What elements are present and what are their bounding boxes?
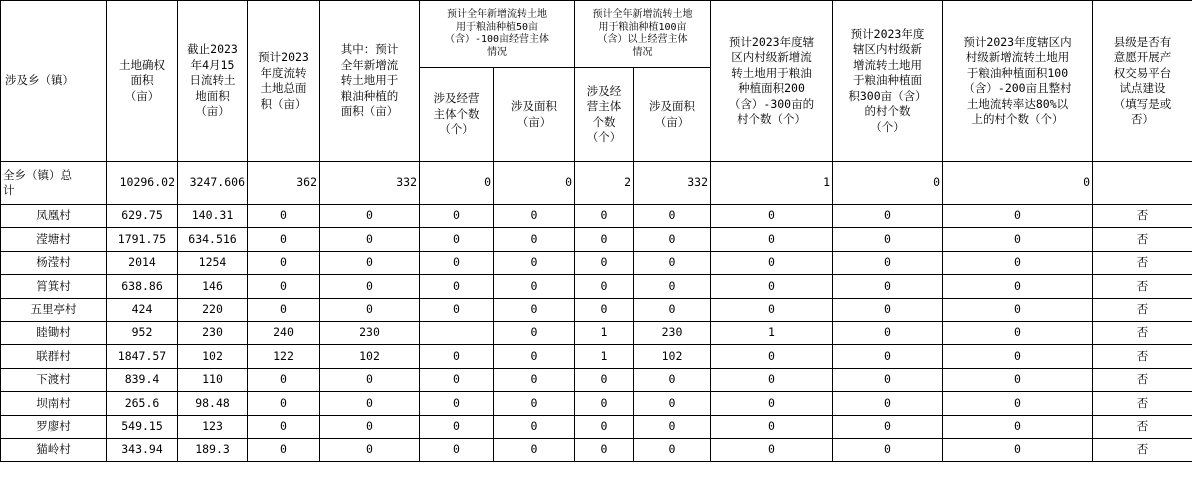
village-name-cell: 凤凰村 [1, 205, 107, 228]
total-entities-50: 0 [420, 162, 494, 205]
area-50-cell: 0 [494, 438, 575, 461]
header-area-100: 涉及面积 （亩） [634, 68, 711, 162]
villages-300-cell: 0 [833, 205, 943, 228]
land-area-cell: 638.86 [107, 275, 178, 298]
header-villages-100-200: 预计2023年度辖区内 村级新增流转土地用 于粮油种植面积100 （含）-200亩且整村 土地流转率达80%以 上的村个数（个） [943, 1, 1093, 162]
villages-200-300-cell: 0 [711, 275, 833, 298]
header-group-50-100: 预计全年新增流转土地 用于粮油种植50亩 （含）-100亩经营主体 情况 [420, 1, 575, 68]
transfer-area-cell: 98.48 [178, 392, 248, 415]
entities-100-cell: 0 [575, 251, 634, 274]
villages-200-300-cell: 0 [711, 228, 833, 251]
entities-100-cell: 1 [575, 345, 634, 368]
planned-total-cell: 0 [248, 298, 320, 321]
villages-300-cell: 0 [833, 438, 943, 461]
table-row [1, 392, 1192, 415]
entities-50-cell: 0 [420, 415, 494, 438]
header-entities-100: 涉及经 营主体 个数 （个） [575, 68, 634, 162]
area-50-cell: 0 [494, 205, 575, 228]
entities-50-cell: 0 [420, 368, 494, 391]
village-name-cell: 滢塘村 [1, 228, 107, 251]
planned-total-cell: 0 [248, 438, 320, 461]
land-area-cell: 839.4 [107, 368, 178, 391]
header-pilot: 县级是否有 意愿开展产 权交易平台 试点建设 （填写是或 否） [1093, 1, 1192, 162]
villages-100-200-cell: 0 [943, 438, 1093, 461]
transfer-area-cell: 102 [178, 345, 248, 368]
area-100-cell: 102 [634, 345, 711, 368]
villages-200-300-cell: 0 [711, 392, 833, 415]
village-name-cell: 坝南村 [1, 392, 107, 415]
villages-200-300-cell: 0 [711, 298, 833, 321]
area-50-cell: 0 [494, 228, 575, 251]
area-100-cell: 0 [634, 392, 711, 415]
header-villages-300: 预计2023年度 辖区内村级新 增流转土地用 于粮油种植面 积300亩（含） 的村个数 （个） [833, 1, 943, 162]
area-100-cell: 0 [634, 275, 711, 298]
table-row [1, 298, 1192, 321]
entities-50-cell: 0 [420, 228, 494, 251]
transfer-area-cell: 140.31 [178, 205, 248, 228]
planned-total-cell: 0 [248, 415, 320, 438]
villages-200-300-cell: 0 [711, 251, 833, 274]
village-name-cell: 猫岭村 [1, 438, 107, 461]
village-name-cell: 下渡村 [1, 368, 107, 391]
entities-50-cell: 0 [420, 298, 494, 321]
table-row [1, 321, 1192, 344]
planned-grain-cell: 0 [320, 392, 420, 415]
land-area-cell: 952 [107, 321, 178, 344]
entities-100-cell: 0 [575, 392, 634, 415]
header-township: 涉及乡（镇） [1, 1, 107, 162]
villages-100-200-cell: 0 [943, 368, 1093, 391]
entities-50-cell: 0 [420, 392, 494, 415]
transfer-area-cell: 189.3 [178, 438, 248, 461]
total-area-50: 0 [494, 162, 575, 205]
planned-total-cell: 122 [248, 345, 320, 368]
planned-grain-cell: 0 [320, 251, 420, 274]
area-50-cell: 0 [494, 415, 575, 438]
land-area-cell: 549.15 [107, 415, 178, 438]
total-entities-100: 2 [575, 162, 634, 205]
villages-200-300-cell: 1 [711, 321, 833, 344]
villages-300-cell: 0 [833, 251, 943, 274]
area-50-cell: 0 [494, 345, 575, 368]
pilot-cell: 否 [1093, 251, 1192, 274]
pilot-cell: 否 [1093, 228, 1192, 251]
planned-grain-cell: 0 [320, 275, 420, 298]
table-row [1, 228, 1192, 251]
transfer-area-cell: 146 [178, 275, 248, 298]
villages-300-cell: 0 [833, 275, 943, 298]
villages-200-300-cell: 0 [711, 415, 833, 438]
villages-300-cell: 0 [833, 228, 943, 251]
entities-100-cell: 0 [575, 368, 634, 391]
entities-100-cell: 0 [575, 275, 634, 298]
entities-100-cell: 0 [575, 205, 634, 228]
planned-grain-cell: 102 [320, 345, 420, 368]
area-100-cell: 0 [634, 368, 711, 391]
header-group-100-plus: 预计全年新增流转土地 用于粮油种植100亩 （含）以上经营主体 情况 [575, 1, 711, 68]
area-50-cell: 0 [494, 368, 575, 391]
total-villages-200-300: 1 [711, 162, 833, 205]
transfer-area-cell: 1254 [178, 251, 248, 274]
pilot-cell: 否 [1093, 205, 1192, 228]
pilot-cell: 否 [1093, 392, 1192, 415]
table-row [1, 275, 1192, 298]
villages-200-300-cell: 0 [711, 438, 833, 461]
villages-100-200-cell: 0 [943, 345, 1093, 368]
villages-100-200-cell: 0 [943, 205, 1093, 228]
land-area-cell: 1791.75 [107, 228, 178, 251]
transfer-area-cell: 230 [178, 321, 248, 344]
table-row [1, 251, 1192, 274]
total-planned-grain: 332 [320, 162, 420, 205]
villages-100-200-cell: 0 [943, 251, 1093, 274]
table-row [1, 368, 1192, 391]
planned-total-cell: 240 [248, 321, 320, 344]
header-planned-grain: 其中：预计 全年新增流 转土地用于 粮油种植的 面积（亩） [320, 1, 420, 162]
entities-100-cell: 0 [575, 298, 634, 321]
total-name: 全乡（镇）总 计 [1, 162, 107, 205]
villages-200-300-cell: 0 [711, 345, 833, 368]
area-100-cell: 0 [634, 251, 711, 274]
table-body [1, 162, 1192, 462]
header-land-area: 土地确权 面积 （亩） [107, 1, 178, 162]
villages-300-cell: 0 [833, 415, 943, 438]
land-area-cell: 265.6 [107, 392, 178, 415]
transfer-area-cell: 123 [178, 415, 248, 438]
villages-100-200-cell: 0 [943, 392, 1093, 415]
planned-total-cell: 0 [248, 275, 320, 298]
village-name-cell: 杨滢村 [1, 251, 107, 274]
entities-50-cell: 0 [420, 345, 494, 368]
table-row [1, 345, 1192, 368]
pilot-cell: 否 [1093, 415, 1192, 438]
header-villages-200-300: 预计2023年度辖 区内村级新增流 转土地用于粮油 种植面积200 （含）-300亩的 村个数（个） [711, 1, 833, 162]
village-name-cell: 联群村 [1, 345, 107, 368]
planned-total-cell: 0 [248, 251, 320, 274]
area-100-cell: 0 [634, 438, 711, 461]
area-100-cell: 0 [634, 298, 711, 321]
villages-100-200-cell: 0 [943, 275, 1093, 298]
area-100-cell: 0 [634, 228, 711, 251]
header-transfer-area: 截止2023 年4月15 日流转土 地面积 （亩） [178, 1, 248, 162]
entities-50-cell [420, 321, 494, 344]
villages-300-cell: 0 [833, 345, 943, 368]
area-50-cell: 0 [494, 275, 575, 298]
entities-50-cell: 0 [420, 438, 494, 461]
planned-grain-cell: 0 [320, 205, 420, 228]
area-50-cell: 0 [494, 251, 575, 274]
header-entities-50: 涉及经营 主体个数 （个） [420, 68, 494, 162]
area-100-cell: 230 [634, 321, 711, 344]
villages-300-cell: 0 [833, 368, 943, 391]
land-area-cell: 1847.57 [107, 345, 178, 368]
villages-100-200-cell: 0 [943, 415, 1093, 438]
pilot-cell: 否 [1093, 298, 1192, 321]
header-planned-total: 预计2023 年度流转 土地总面 积（亩） [248, 1, 320, 162]
villages-200-300-cell: 0 [711, 205, 833, 228]
planned-total-cell: 0 [248, 392, 320, 415]
total-planned-total: 362 [248, 162, 320, 205]
planned-total-cell: 0 [248, 205, 320, 228]
planned-grain-cell: 0 [320, 228, 420, 251]
pilot-cell: 否 [1093, 275, 1192, 298]
entities-100-cell: 1 [575, 321, 634, 344]
villages-300-cell: 0 [833, 321, 943, 344]
total-land-area: 10296.02 [107, 162, 178, 205]
villages-300-cell: 0 [833, 392, 943, 415]
header-area-50: 涉及面积 （亩） [494, 68, 575, 162]
villages-100-200-cell: 0 [943, 321, 1093, 344]
area-100-cell: 0 [634, 415, 711, 438]
villages-200-300-cell: 0 [711, 368, 833, 391]
planned-grain-cell: 0 [320, 368, 420, 391]
transfer-area-cell: 110 [178, 368, 248, 391]
transfer-area-cell: 634.516 [178, 228, 248, 251]
land-area-cell: 629.75 [107, 205, 178, 228]
planned-grain-cell: 0 [320, 298, 420, 321]
entities-50-cell: 0 [420, 251, 494, 274]
total-area-100: 332 [634, 162, 711, 205]
village-name-cell: 罗廖村 [1, 415, 107, 438]
table-row [1, 438, 1192, 461]
pilot-cell: 否 [1093, 368, 1192, 391]
planned-total-cell: 0 [248, 368, 320, 391]
planned-total-cell: 0 [248, 228, 320, 251]
pilot-cell: 否 [1093, 321, 1192, 344]
table-row [1, 415, 1192, 438]
planned-grain-cell: 230 [320, 321, 420, 344]
total-villages-300: 0 [833, 162, 943, 205]
villages-100-200-cell: 0 [943, 298, 1093, 321]
total-pilot [1093, 162, 1192, 205]
village-name-cell: 五里亭村 [1, 298, 107, 321]
total-row [1, 162, 1192, 205]
transfer-area-cell: 220 [178, 298, 248, 321]
table-row [1, 205, 1192, 228]
pilot-cell: 否 [1093, 345, 1192, 368]
entities-50-cell: 0 [420, 275, 494, 298]
village-name-cell: 睦锄村 [1, 321, 107, 344]
total-transfer-area: 3247.606 [178, 162, 248, 205]
pilot-cell: 否 [1093, 438, 1192, 461]
entities-100-cell: 0 [575, 438, 634, 461]
villages-300-cell: 0 [833, 298, 943, 321]
villages-100-200-cell: 0 [943, 228, 1093, 251]
land-area-cell: 424 [107, 298, 178, 321]
area-50-cell: 0 [494, 321, 575, 344]
land-area-cell: 343.94 [107, 438, 178, 461]
planned-grain-cell: 0 [320, 415, 420, 438]
entities-100-cell: 0 [575, 228, 634, 251]
entities-100-cell: 0 [575, 415, 634, 438]
total-villages-100-200: 0 [943, 162, 1093, 205]
area-50-cell: 0 [494, 298, 575, 321]
land-area-cell: 2014 [107, 251, 178, 274]
entities-50-cell: 0 [420, 205, 494, 228]
planned-grain-cell: 0 [320, 438, 420, 461]
area-100-cell: 0 [634, 205, 711, 228]
area-50-cell: 0 [494, 392, 575, 415]
village-name-cell: 筲箕村 [1, 275, 107, 298]
